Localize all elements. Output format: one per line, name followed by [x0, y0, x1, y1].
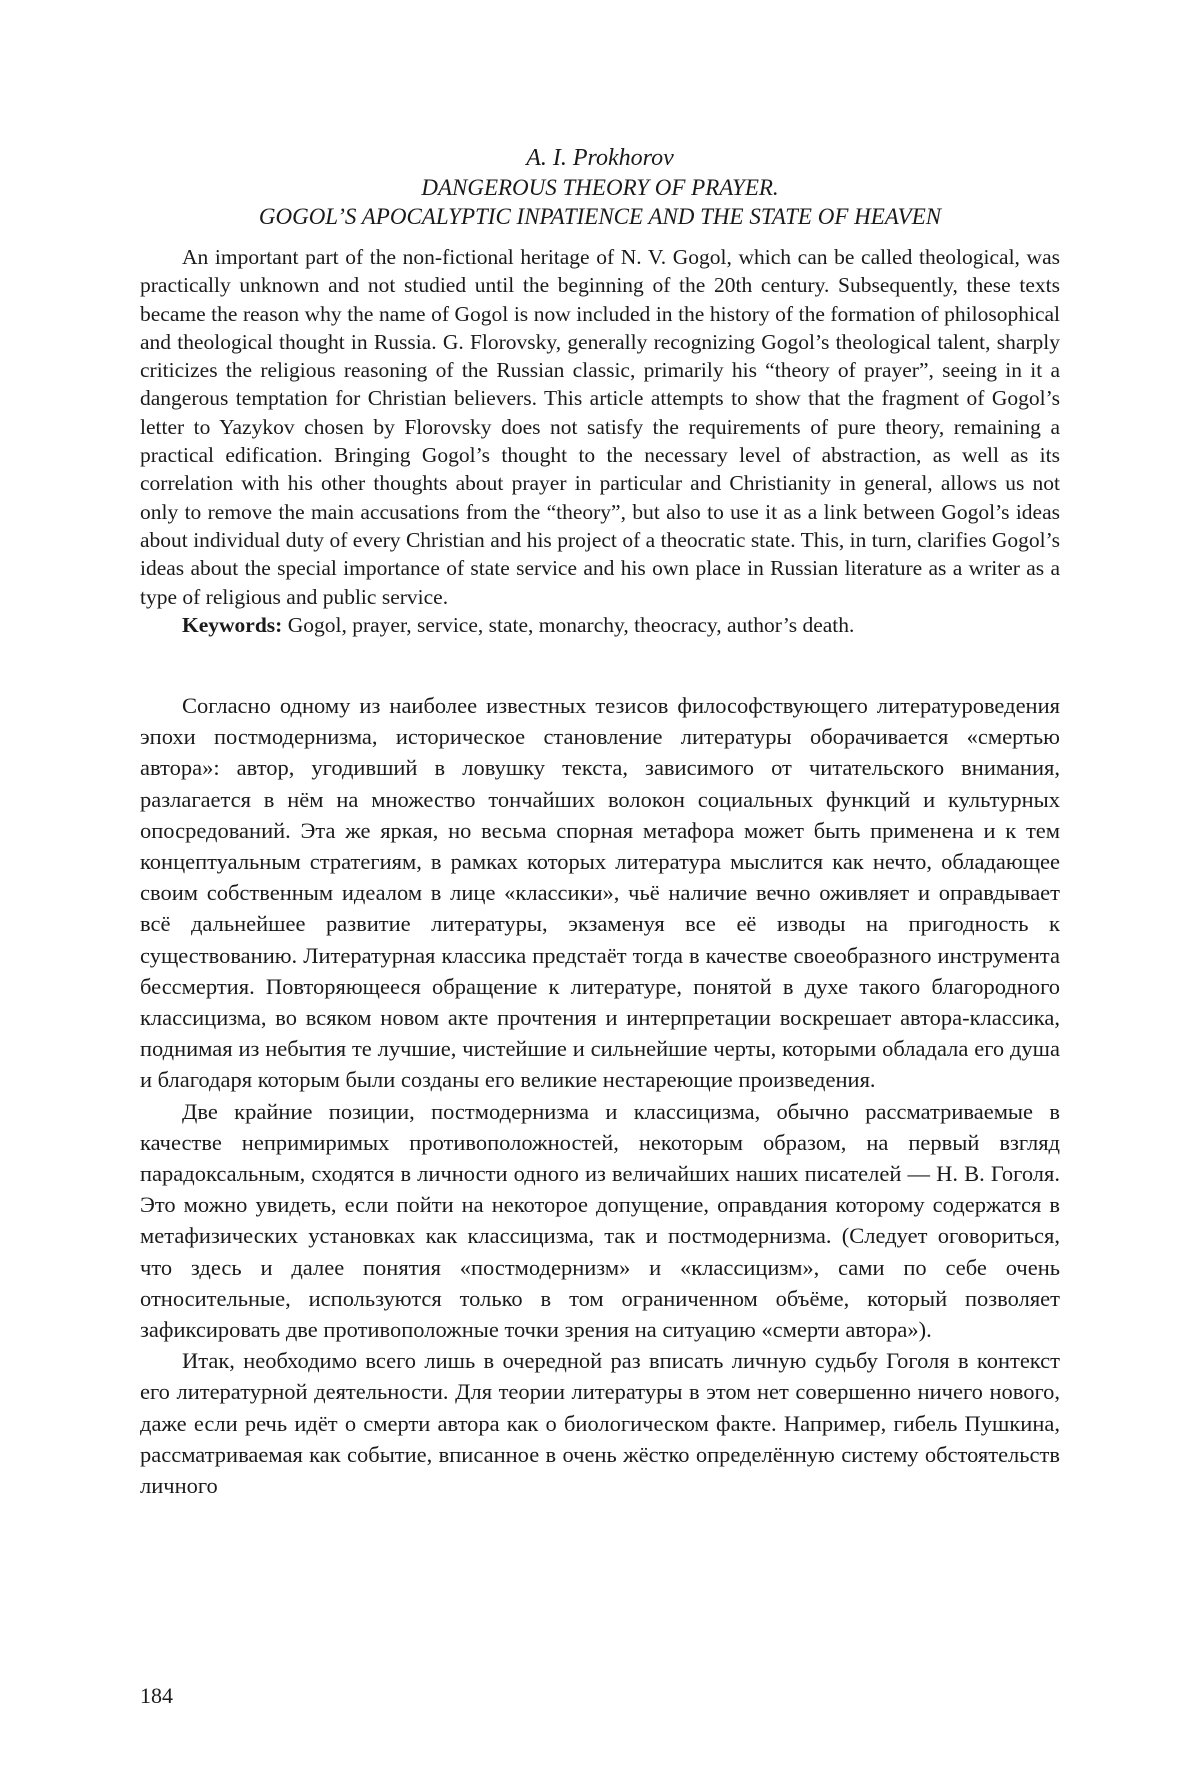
article-title-line-2: GOGOL’S APOCALYPTIC INPATIENCE AND THE STATE OF HEAVEN	[140, 202, 1060, 231]
keywords-text: Gogol, prayer, service, state, monarchy, theocracy, author’s death.	[282, 613, 854, 637]
body-paragraph-1: Согласно одному из наиболее известных тезисов философствующего литературоведения эпохи постмодернизма, историческое становление литературы оборачивается «смертью автора»: автор, угодивший в ловушку текста, зависимого от читательского внимания, разлагается в нём на множество тончайших волокон социальных функций и культурных опосредований. Эта же яркая, но весьма спорная метафора может быть применена и к тем концептуальным стратегиям, в рамках которых литература мыслится как нечто, обладающее своим собственным идеалом в лице «классики», чьё наличие вечно оживляет и оправдывает всё дальнейшее развитие литературы, экзаменуя все её изводы на пригодность к существованию. Литературная классика предстаёт тогда в качестве своеобразного инструмента бессмертия. Повторяющееся обращение к литературе, понятой в духе такого благородного классицизма, во всяком новом акте прочтения и интерпретации воскрешает автора-классика, поднимая из небытия те лучшие, чистейшие и сильнейшие черты, которыми обладала его душа и благодаря которым были созданы его великие нестареющие произведения.	[140, 690, 1060, 1096]
abstract-text: An important part of the non-fictional heritage of N. V. Gogol, which can be called theological, was practically unknown and not studied until the beginning of the 20th century. Subsequently, these texts became the reason why the name of Gogol is now included in the history of the formation of philosophical and theological thought in Russia. G. Florovsky, generally recognizing Gogol’s theological talent, sharply criticizes the religious reasoning of the Russian classic, primarily his “theory of prayer”, seeing in it a dangerous temptation for Christian believers. This article attempts to show that the fragment of Gogol’s letter to Yazykov chosen by Florovsky does not satisfy the requirements of pure theory, remaining a practical edification. Bringing Gogol’s thought to the necessary level of abstraction, as well as its correlation with his other thoughts about prayer in particular and Christianity in general, allows us not only to remove the main accusations from the “theory”, but also to use it as a link between Gogol’s ideas about individual duty of every Christian and his project of a theocratic state. This, in turn, clarifies Gogol’s ideas about the special importance of state service and his own place in Russian literature as a writer as a type of religious and public service.	[140, 243, 1060, 611]
keywords-line	[140, 611, 1060, 639]
body-paragraph-3: Итак, необходимо всего лишь в очередной раз вписать личную судьбу Гоголя в контекст его литературной деятельности. Для теории литературы в этом нет совершенно ничего нового, даже если речь идёт о смерти автора как о биологическом факте. Например, гибель Пушкина, рассматриваемая как событие, вписанное в очень жёстко определённую систему обстоятельств личного	[140, 1345, 1060, 1501]
article-body	[140, 690, 1060, 1501]
body-paragraph-2: Две крайние позиции, постмодернизма и классицизма, обычно рассматриваемые в качестве непримиримых противоположностей, некоторым образом, на первый взгляд парадоксальным, сходятся в личности одного из величайших наших писателей — Н. В. Гоголя. Это можно увидеть, если пойти на некоторое допущение, оправдания которому содержатся в метафизических установках как классицизма, так и постмодернизма. (Следует оговориться, что здесь и далее понятия «постмодернизм» и «классицизм», сами по себе очень относительные, используются только в том ограниченном объёме, который позволяет зафиксировать две противоположные точки зрения на ситуацию «смерти автора»).	[140, 1096, 1060, 1346]
page-number: 184	[140, 1683, 173, 1709]
abstract	[140, 243, 1060, 639]
article-header	[140, 144, 1060, 231]
author-name: A. I. Prokhorov	[140, 144, 1060, 173]
article-title-line-1: DANGEROUS THEORY OF PRAYER.	[140, 173, 1060, 202]
document-page	[0, 0, 1200, 1784]
keywords-label: Keywords:	[182, 613, 282, 637]
